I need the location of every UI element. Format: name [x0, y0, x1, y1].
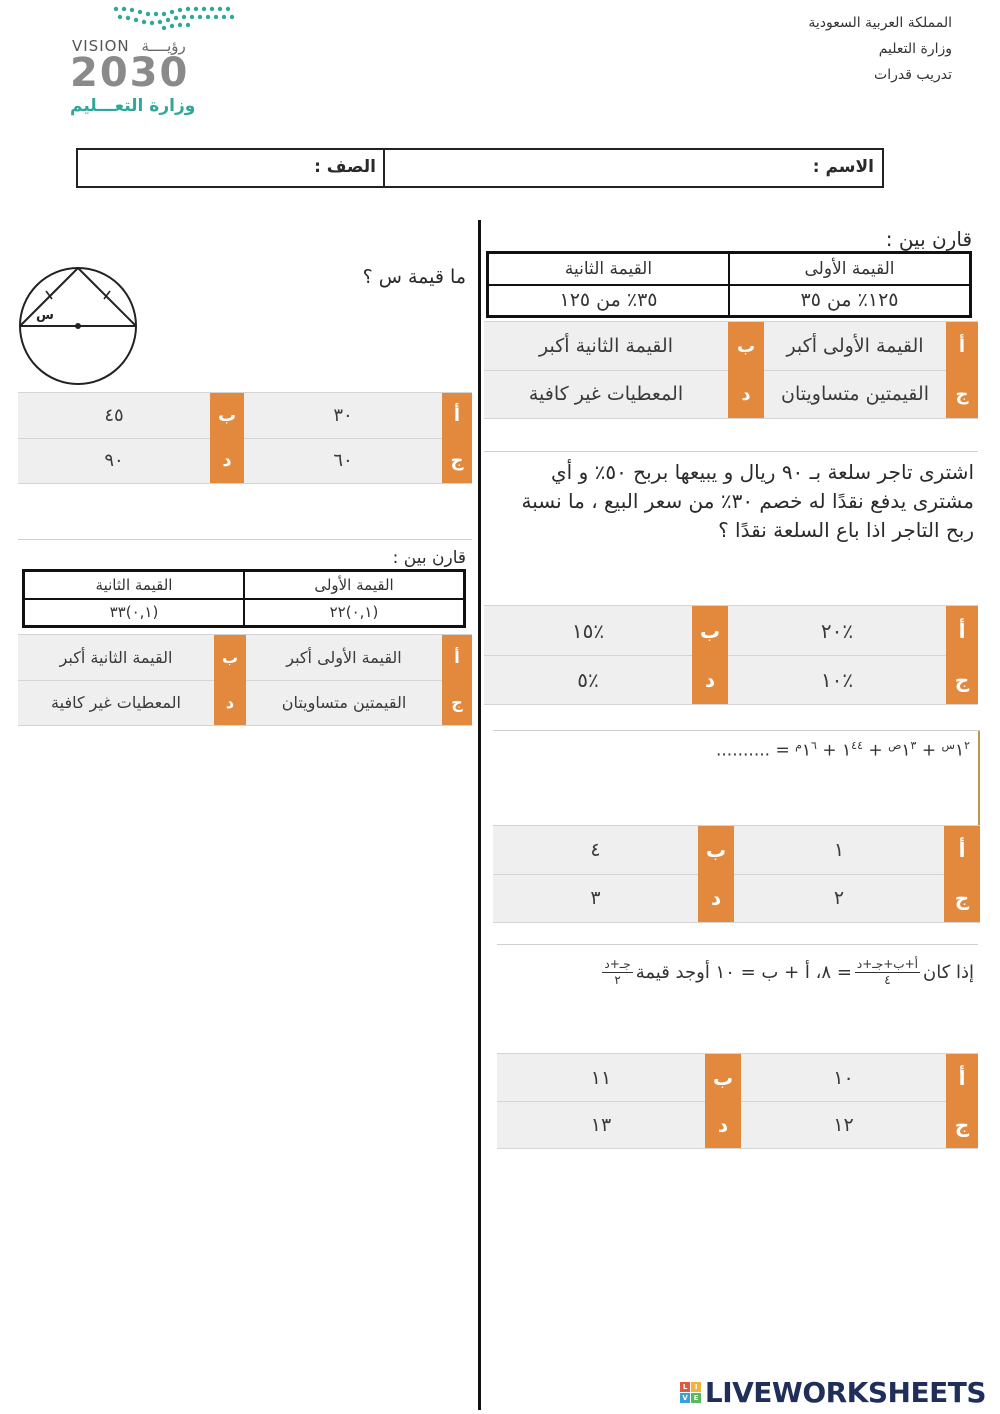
- q1-option-c[interactable]: القيمتين متساويتان: [781, 383, 929, 405]
- q5-options-row: [18, 438, 472, 484]
- separator: [18, 539, 472, 540]
- q6-options: [18, 634, 472, 725]
- q3-option-d-letter[interactable]: د: [698, 874, 734, 922]
- q6-option-a-letter[interactable]: أ: [442, 635, 472, 680]
- q1-options-row: [484, 370, 978, 419]
- q3-plus: +: [868, 740, 883, 761]
- q2-option-b-letter[interactable]: ب: [692, 606, 728, 655]
- q3-option-c[interactable]: ٢: [833, 887, 845, 909]
- header-line-country: المملكة العربية السعودية: [808, 15, 952, 31]
- q3-card: [493, 730, 980, 921]
- q1-compare-table: [486, 251, 972, 318]
- q1-value-first: ١٢٥٪ من ٣٥: [729, 285, 971, 317]
- q4-option-b[interactable]: ١١: [590, 1066, 612, 1089]
- q2-option-a-letter[interactable]: أ: [946, 606, 978, 655]
- q3-options-row: [493, 826, 980, 875]
- q3-plus: +: [822, 740, 837, 761]
- q4-middle: = ٨، أ + ب = ١٠ أوجد قيمة: [635, 962, 852, 983]
- q6-options-row: [18, 680, 472, 726]
- q2-option-c[interactable]: ١٠٪: [820, 667, 854, 692]
- q4-fraction-2-denominator: ٢: [614, 973, 621, 987]
- q4-option-a[interactable]: ١٠: [833, 1066, 854, 1089]
- q2-options: [484, 605, 978, 704]
- q5-options-row: [18, 393, 472, 439]
- q1-header-first: القيمة الأولى: [729, 253, 971, 285]
- q3-options-row: [493, 874, 980, 923]
- q3-exponent: ٢س: [941, 739, 970, 752]
- q4-fraction-1-denominator: ٤: [884, 973, 891, 987]
- q6-option-d-letter[interactable]: د: [214, 680, 246, 725]
- liveworksheets-badge-icon: [680, 1382, 701, 1403]
- q5-option-a-letter[interactable]: أ: [442, 393, 472, 438]
- logo-year-text: 2030: [70, 50, 190, 96]
- q5-options: [18, 392, 472, 483]
- q2-question-text: اشترى تاجر سلعة بـ ٩٠ ريال و يبيعها بربح ٥٠٪ و أي مشترى يدفع نقدًا له خصم ٣٠٪ من سعر البيع ، ما نسبة ربح التاجر اذا باع السلعة نقدًا ؟: [521, 460, 974, 542]
- header-text: [808, 10, 952, 88]
- q4-card: [497, 944, 978, 1147]
- vision-2030-logo: [68, 4, 238, 122]
- q6-option-b-letter[interactable]: ب: [214, 635, 246, 680]
- liveworksheets-brand: LIVEWORKSHEETS: [704, 1376, 986, 1409]
- logo-vision-text: VISION: [72, 37, 130, 55]
- q5-option-b-letter[interactable]: ب: [210, 393, 244, 438]
- q3-base: ١: [842, 740, 852, 761]
- q5-option-b[interactable]: ٤٥: [104, 405, 124, 426]
- q6-compare-table: [22, 569, 466, 628]
- q1-header-second: القيمة الثانية: [488, 253, 730, 285]
- q4-option-c-letter[interactable]: ج: [946, 1101, 978, 1148]
- q6-option-b[interactable]: القيمة الثانية أكبر: [59, 648, 173, 667]
- q1-option-d[interactable]: المعطيات غير كافية: [528, 383, 684, 405]
- q3-option-a[interactable]: ١: [833, 839, 845, 861]
- q6-options-row: [18, 635, 472, 681]
- q4-option-c[interactable]: ١٢: [833, 1113, 854, 1136]
- angle-x-label: س: [36, 308, 54, 323]
- circle-triangle-diagram: [16, 264, 142, 388]
- q3-base: ١: [801, 740, 812, 761]
- q3-exponent: ٦م: [795, 739, 817, 752]
- q3-exponent: ٤٤: [851, 739, 863, 752]
- name-label: الاسم :: [812, 157, 874, 177]
- q6-option-a[interactable]: القيمة الأولى أكبر: [286, 648, 402, 667]
- student-info-divider: [383, 150, 385, 186]
- q6-header-second: القيمة الثانية: [24, 571, 245, 599]
- badge-letter: L: [680, 1382, 690, 1392]
- class-label: الصف :: [314, 157, 376, 177]
- logo-ministry-text: وزارة التعـــليم: [70, 96, 196, 116]
- q1-option-d-letter[interactable]: د: [728, 370, 764, 418]
- q1-option-b[interactable]: القيمة الثانية أكبر: [538, 335, 673, 357]
- q4-fraction-1-numerator: أ+ب+جـ+د: [856, 957, 918, 971]
- q3-exponent: ٣ص: [888, 739, 917, 752]
- q4-options: [497, 1053, 978, 1148]
- column-divider: [478, 220, 481, 1410]
- q3-plus: +: [921, 740, 937, 761]
- q4-fraction-2-numerator: جـ+د: [604, 957, 631, 971]
- q5-question-text: ما قيمة س ؟: [362, 266, 466, 288]
- q4-fraction-2: [602, 957, 632, 988]
- q5-option-c-letter[interactable]: ج: [442, 438, 472, 483]
- q1-option-a[interactable]: القيمة الأولى أكبر: [786, 335, 924, 357]
- badge-letter: I: [691, 1382, 701, 1392]
- q5-option-a[interactable]: ٣٠: [333, 405, 353, 426]
- q4-fraction-1: [855, 957, 920, 988]
- q3-option-b-letter[interactable]: ب: [698, 826, 734, 874]
- header-line-course: تدريب قدرات: [874, 67, 952, 83]
- q4-option-a-letter[interactable]: أ: [946, 1054, 978, 1101]
- q4-prefix: إذا كان: [922, 962, 974, 983]
- q3-base: ١: [954, 740, 965, 761]
- q5-option-d[interactable]: ٩٠: [104, 450, 124, 471]
- q3-option-a-letter[interactable]: أ: [944, 826, 980, 874]
- q1-option-c-letter[interactable]: ج: [946, 370, 978, 418]
- q2-options-row: [484, 606, 978, 656]
- q2-option-b[interactable]: ١٥٪: [571, 618, 605, 643]
- q3-option-d[interactable]: ٣: [590, 887, 601, 909]
- q6-option-d[interactable]: المعطيات غير كافية: [51, 693, 181, 712]
- q6-option-c[interactable]: القيمتين متساويتان: [281, 693, 407, 712]
- q5-option-c[interactable]: ٦٠: [333, 450, 353, 471]
- q6-option-c-letter[interactable]: ج: [442, 680, 472, 725]
- q1-value-second: ٣٥٪ من ١٢٥: [488, 285, 730, 317]
- header-line-ministry: وزارة التعليم: [878, 41, 952, 57]
- q4-option-b-letter[interactable]: ب: [705, 1054, 741, 1101]
- q2-option-d[interactable]: ٥٪: [577, 667, 599, 692]
- q6-prompt: قارن بين :: [392, 548, 466, 568]
- q4-option-d[interactable]: ١٣: [590, 1113, 612, 1136]
- q2-option-d-letter[interactable]: د: [692, 655, 728, 704]
- q6-value-first: (٠,١)٢٢: [244, 599, 465, 627]
- q3-option-b[interactable]: ٤: [590, 839, 601, 861]
- q1-prompt: قارن بين :: [885, 227, 972, 251]
- badge-letter: E: [691, 1393, 701, 1403]
- q3-option-c-letter[interactable]: ج: [944, 874, 980, 922]
- q2-option-a[interactable]: ٢٠٪: [820, 618, 854, 643]
- q4-options-row: [497, 1054, 978, 1102]
- q5-option-d-letter[interactable]: د: [210, 438, 244, 483]
- q4-option-d-letter[interactable]: د: [705, 1101, 741, 1148]
- liveworksheets-logo: [680, 1376, 986, 1409]
- q6-header-first: القيمة الأولى: [244, 571, 465, 599]
- q2-options-row: [484, 655, 978, 705]
- q6-value-second: (٠,١)٣٣: [24, 599, 245, 627]
- q1-options: [484, 321, 978, 418]
- q3-expression: [716, 739, 970, 761]
- q1-option-b-letter[interactable]: ب: [728, 322, 764, 370]
- q1-options-row: [484, 322, 978, 371]
- q3-base: ١: [901, 740, 911, 761]
- q1-option-a-letter[interactable]: أ: [946, 322, 978, 370]
- badge-letter: V: [680, 1393, 690, 1403]
- q3-equals-blank: = ..........: [716, 740, 790, 761]
- dots-pattern-icon: [68, 4, 238, 34]
- q2-option-c-letter[interactable]: ج: [946, 655, 978, 704]
- q3-options: [493, 825, 980, 922]
- separator: [484, 451, 978, 452]
- q4-question: [599, 957, 974, 988]
- q4-options-row: [497, 1101, 978, 1149]
- logo-vision-ar-text: رؤيــــة: [141, 37, 186, 55]
- student-info-box: [76, 148, 884, 188]
